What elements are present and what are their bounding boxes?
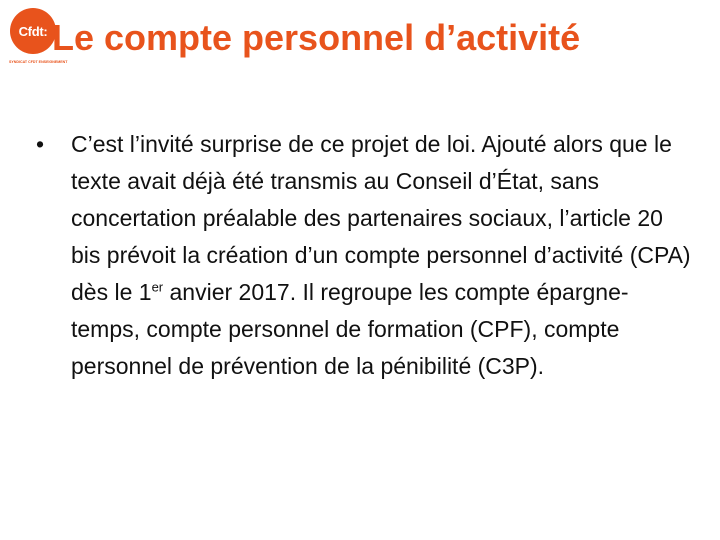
bullet-text-superscript: er — [151, 279, 164, 295]
bullet-text-part2: anvier 2017. Il regroupe les compte épargne-temps, compte personnel de formation (CPF), compte personnel de prévention de la pénibilité (C3P). — [71, 279, 629, 379]
slide-title: Le compte personnel d’activité — [52, 17, 581, 58]
logo-circle — [10, 8, 56, 54]
logo-subtext: SYNDICAT CFDT ENSEIGNEMENT — [9, 60, 68, 64]
bullet-text-part1: C’est l’invité surprise de ce projet de loi. Ajouté alors que le texte avait déjà été transmis au Conseil d’État, sans concertation préalable des partenaires sociaux, l’article 20 bis prévoit la création d’un compte personnel d’activité (CPA) dès le 1 — [71, 131, 691, 305]
bullet-icon: • — [36, 131, 45, 157]
bullet-item — [36, 126, 696, 385]
logo-text: Cfdt: — [18, 23, 48, 39]
slide-content — [36, 126, 696, 385]
